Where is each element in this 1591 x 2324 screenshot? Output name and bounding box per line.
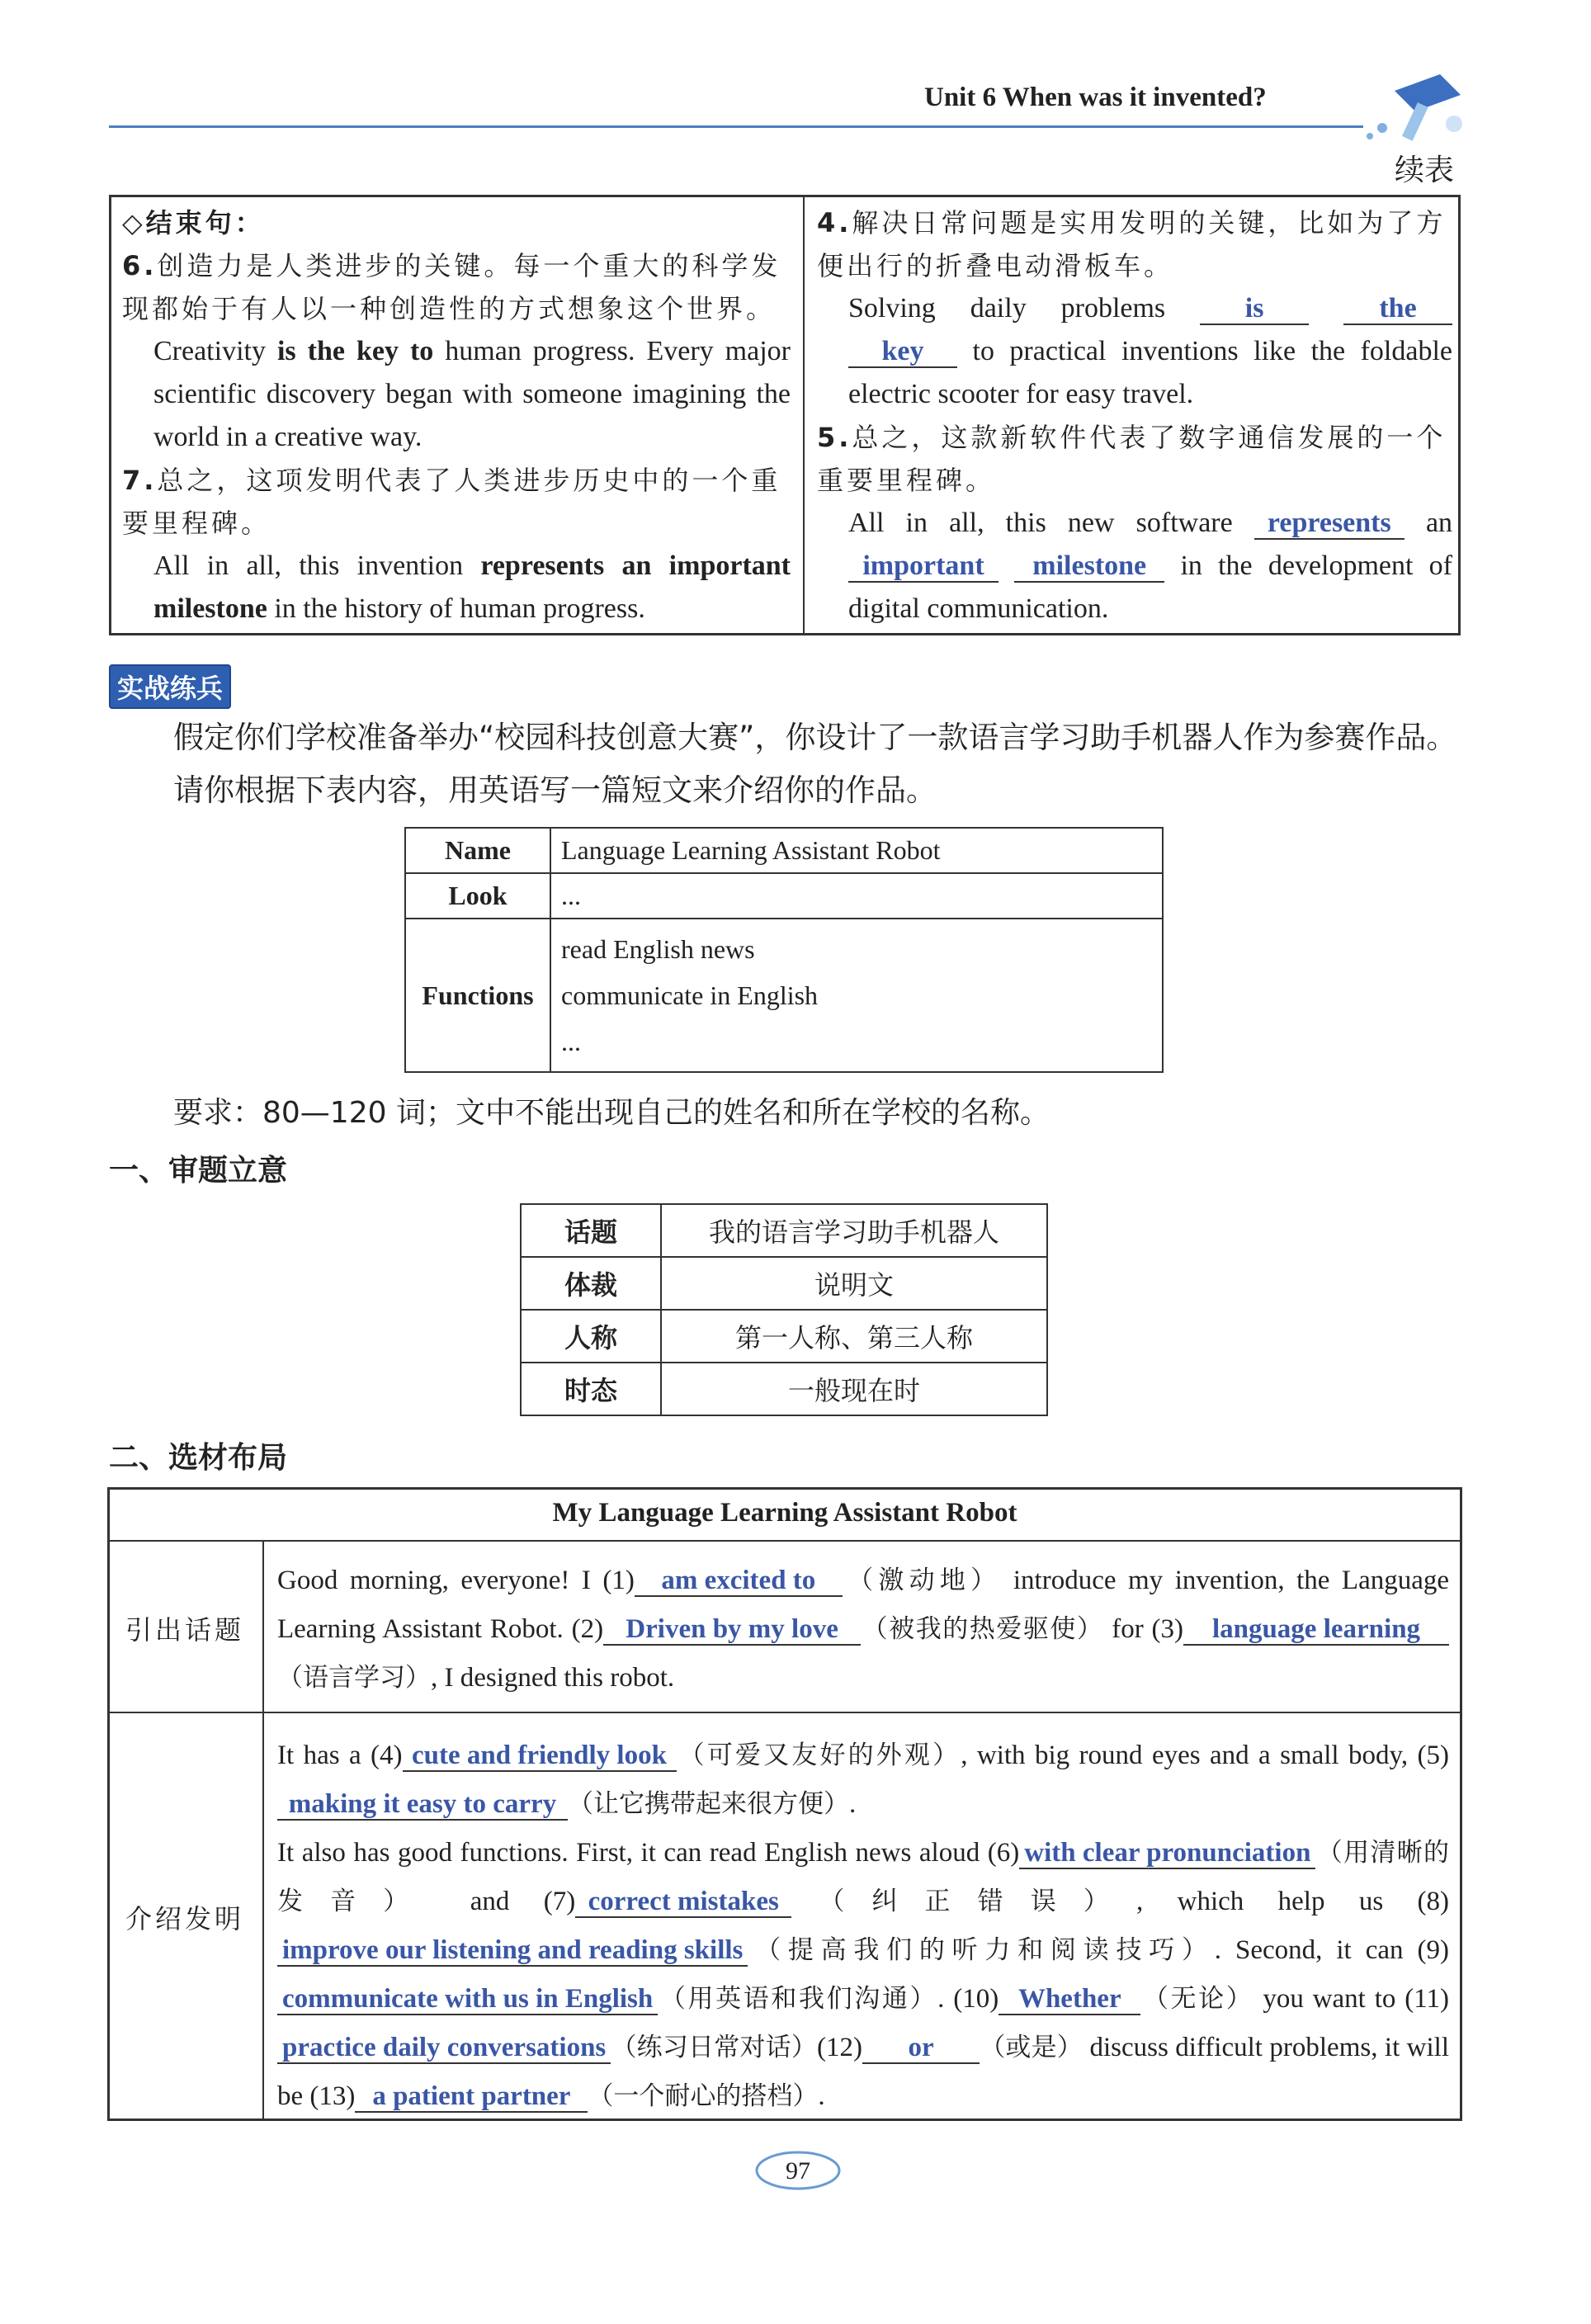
analysis-table [520, 1203, 1048, 1416]
table-header-cell: 话题 [521, 1204, 661, 1257]
answer-blank[interactable]: practice daily conversations [277, 2034, 611, 2064]
header-title: Unit 6 When was it invented? [924, 83, 1267, 112]
requirement-text: 要求：80—120 词；文中不能出现自己的姓名和所在学校的名称。 [173, 1096, 1050, 1130]
table-row [521, 1257, 1047, 1310]
intro-paragraph: Good morning, everyone! I (1) am excited to （激动地） introduce my invention, the Language Learning Assistant Robot. (2) Driven by my love （被我的热爱驱使） for (3) language learning（语言学习）, I designed this robot. [277, 1566, 1450, 1693]
answer-blank[interactable]: correct mistakes [575, 1887, 791, 1918]
table-row [405, 919, 1163, 1072]
layout-title: My Language Learning Assistant Robot [552, 1498, 1017, 1528]
item-6-english: Creativity is the key to human progress. Every major scientific discovery began with someone imagining the world in a creative way. [153, 336, 791, 452]
table-header-cell: Look [405, 873, 550, 919]
item-6-chinese: 6.创造力是人类进步的关键。每一个重大的科学发现都始于有人以一种创造性的方式想象这个世界。 [122, 250, 781, 324]
table-header-cell: 时态 [521, 1363, 661, 1415]
table-row [405, 873, 1163, 919]
section-1-title: 一、审题立意 [109, 1154, 288, 1188]
answer-blank[interactable]: the [1343, 294, 1452, 325]
answer-blank[interactable]: Whether [999, 1985, 1140, 2015]
continued-label: 续表 [1395, 154, 1455, 187]
answer-blank[interactable]: language learning [1183, 1615, 1449, 1646]
answer-blank[interactable]: with clear pronunciation [1019, 1839, 1315, 1869]
item-4-english: Solving daily problems is the key to practical inventions like the foldable electric scooter for easy travel. [848, 293, 1452, 409]
table-cell: 第一人称、第三人称 [661, 1310, 1047, 1363]
item-4-chinese: 4.解决日常问题是实用发明的关键，比如为了方便出行的折叠电动滑板车。 [817, 207, 1447, 281]
table-header-cell: Name [405, 828, 550, 873]
table-row [521, 1204, 1047, 1257]
label-body: 介绍发明 [125, 1903, 244, 1934]
layout-rule [107, 1712, 1462, 1713]
layout-rule [262, 1540, 264, 2121]
table-header-cell: 人称 [521, 1310, 661, 1363]
table-cell: 我的语言学习助手机器人 [661, 1204, 1047, 1257]
item-7-chinese: 7.总之，这项发明代表了人类进步历史中的一个重要里程碑。 [122, 465, 781, 539]
table-header-cell: Functions [405, 919, 550, 1072]
table-row [521, 1363, 1047, 1415]
header-rule [109, 125, 1363, 128]
answer-blank[interactable]: milestone [1014, 551, 1164, 583]
answer-blank[interactable]: a patient partner [355, 2082, 588, 2113]
table-row [521, 1310, 1047, 1363]
practice-badge: 实战练兵 [109, 664, 231, 709]
answer-blank[interactable]: Driven by my love [603, 1615, 861, 1646]
answer-blank[interactable]: making it easy to carry [277, 1790, 568, 1821]
item-7-english: All in all, this invention represents an important milestone in the history of human progress. [153, 550, 791, 624]
page-number: 97 [786, 2157, 810, 2185]
closing-sentences-column [122, 201, 791, 631]
label-intro: 引出话题 [125, 1614, 244, 1646]
graduate-pencil-icon [1362, 58, 1469, 149]
answer-blank[interactable]: is [1200, 294, 1309, 325]
page-number-badge [753, 2147, 843, 2194]
table-cell: Language Learning Assistant Robot [550, 828, 1163, 873]
table-cell: read English news communicate in English ... [550, 919, 1163, 1072]
answer-blank[interactable]: or [862, 2034, 980, 2064]
answer-blank[interactable]: represents [1254, 508, 1405, 540]
table-cell: ... [550, 873, 1163, 919]
sentence-box-divider [803, 195, 805, 635]
body-paragraph: It has a (4) cute and friendly look （可爱又友好的外观）, with big round eyes and a small body, (5)making it easy to carry （让它携带起来很方便）. It also has good functions. First, it can read English news aloud (6) with clear pronunciation （用清晰的发音） and (7) correct mistakes （纠正错误）, which help us (8)improve our listening and reading skills （提高我们的听力和阅读技巧）. Second, it can (9)communicate with us in English （用英语和我们沟通）. (10) Whether （无论） you want to (11)practice daily conversations （练习日常对话）(12) or （或是） discuss difficult problems, it will be (13) a patient partner （一个耐心的搭档）. [277, 1741, 1450, 2111]
answer-blank[interactable]: am excited to [635, 1566, 843, 1597]
table-row [405, 828, 1163, 873]
closing-label: ◇结束句： [122, 207, 265, 239]
answer-blank[interactable]: improve our listening and reading skills [277, 1936, 748, 1967]
practice-sentences-column [817, 201, 1452, 631]
item-5-english: All in all, this new software represents an important milestone in the development of digital communication. [848, 508, 1453, 624]
task-description: 假定你们学校准备举办“校园科技创意大赛”，你设计了一款语言学习助手机器人作为参赛作品。请你根据下表内容，用英语写一篇短文来介绍你的作品。 [173, 720, 1457, 808]
info-table [404, 827, 1164, 1073]
layout-rule [107, 1540, 1462, 1542]
table-cell: 一般现在时 [661, 1363, 1047, 1415]
answer-blank[interactable]: important [848, 551, 999, 583]
section-2-title: 二、选材布局 [109, 1441, 288, 1475]
table-header-cell: 体裁 [521, 1257, 661, 1310]
answer-blank[interactable]: communicate with us in English [277, 1985, 658, 2015]
answer-blank[interactable]: cute and friendly look [403, 1741, 677, 1772]
answer-blank[interactable]: key [848, 337, 957, 368]
table-cell: 说明文 [661, 1257, 1047, 1310]
item-5-chinese: 5.总之，这款新软件代表了数字通信发展的一个重要里程碑。 [817, 422, 1447, 496]
